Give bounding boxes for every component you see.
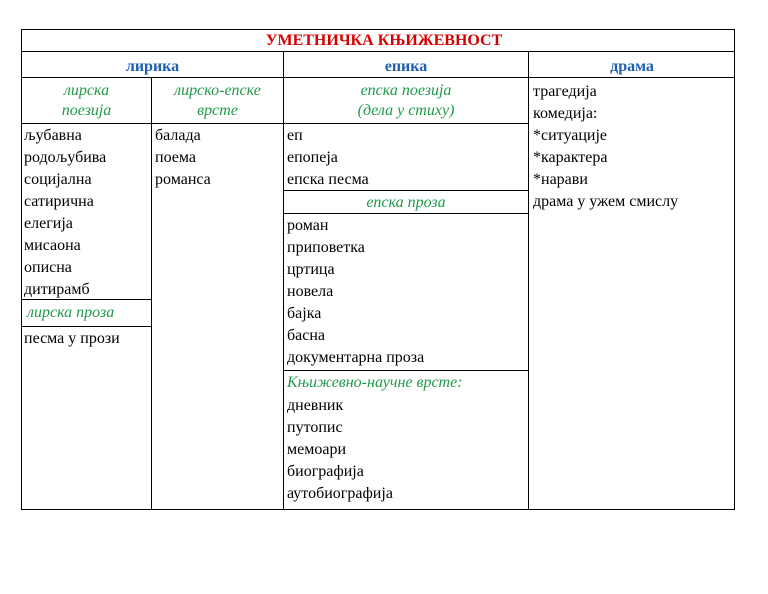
list-item: драма у ужем смислу (533, 193, 679, 210)
list-item: родољубива (24, 149, 107, 166)
row-divider-subheaders (21, 123, 528, 124)
list-item: еп (287, 127, 303, 144)
list-item: песма у прози (24, 330, 120, 347)
list-item: путопис (287, 419, 343, 436)
list-item: епска песма (287, 171, 369, 188)
list-item: *карактера (533, 149, 608, 166)
subheader-epic-poetry-line2: (дела у стиху) (357, 102, 455, 119)
subheader-lyric-poetry (22, 81, 151, 121)
subheader-lyric-epic (152, 81, 283, 121)
list-item: приповетка (287, 239, 365, 256)
list-item: романса (155, 171, 211, 188)
row-divider-epic-prose-bottom (283, 213, 528, 214)
list-item: биографија (287, 463, 364, 480)
col-divider-1 (151, 77, 152, 509)
list-lyric-prose (24, 328, 120, 350)
col-divider-3 (528, 51, 529, 509)
list-item: бајка (287, 305, 322, 322)
list-epic-poetry (287, 125, 369, 191)
list-item: мемоари (287, 441, 347, 458)
header-epic: епика (384, 58, 428, 75)
row-divider-lyric-prose-bottom (21, 326, 151, 327)
list-epic-prose (287, 215, 424, 369)
list-item: описна (24, 259, 72, 276)
list-item: дневник (287, 397, 344, 414)
subheader-literary-scientific: Књижевно-научне врсте: (287, 374, 463, 391)
subheader-epic-poetry-line1: епска поезија (360, 82, 452, 99)
list-item: социјална (24, 171, 92, 188)
list-item: дитирамб (24, 281, 90, 298)
list-literary-scientific (287, 395, 393, 505)
header-lyric: лирика (125, 58, 180, 75)
list-item: љубавна (24, 127, 82, 144)
list-drama (533, 81, 678, 213)
list-item: басна (287, 327, 326, 344)
list-item: епопеја (287, 149, 338, 166)
list-item: поема (155, 149, 196, 166)
list-item: *ситуације (533, 127, 608, 144)
list-item: мисаона (24, 237, 81, 254)
subheader-lyric-poetry-line1: лирска (63, 82, 110, 99)
header-drama: драма (610, 58, 654, 75)
list-lyric-poetry (24, 125, 106, 301)
subheader-lyric-epic-line2: врсте (197, 102, 238, 119)
subheader-lyric-poetry-line2: поезија (61, 102, 112, 119)
list-lyric-epic (155, 125, 211, 191)
list-item: балада (155, 127, 201, 144)
list-item: елегија (24, 215, 73, 232)
table-title: УМЕТНИЧКА КЊИЖЕВНОСТ (265, 32, 503, 49)
list-item: комедија: (533, 105, 598, 122)
row-divider-literary-scientific (283, 370, 528, 371)
list-item: *нарави (533, 171, 588, 188)
subheader-lyric-prose: лирска проза (27, 304, 115, 321)
list-item: документарна проза (287, 349, 425, 366)
subheader-lyric-epic-line1: лирско-епске (174, 82, 261, 99)
subheader-epic-poetry (284, 81, 528, 121)
list-item: трагедија (533, 83, 597, 100)
list-item: новела (287, 283, 334, 300)
row-divider-title (21, 51, 735, 52)
list-item: сатирична (24, 193, 94, 210)
row-divider-headers (21, 77, 735, 78)
list-item: цртица (287, 261, 335, 278)
subheader-epic-prose: епска проза (366, 194, 446, 211)
list-item: роман (287, 217, 329, 234)
list-item: аутобиографија (287, 485, 393, 502)
